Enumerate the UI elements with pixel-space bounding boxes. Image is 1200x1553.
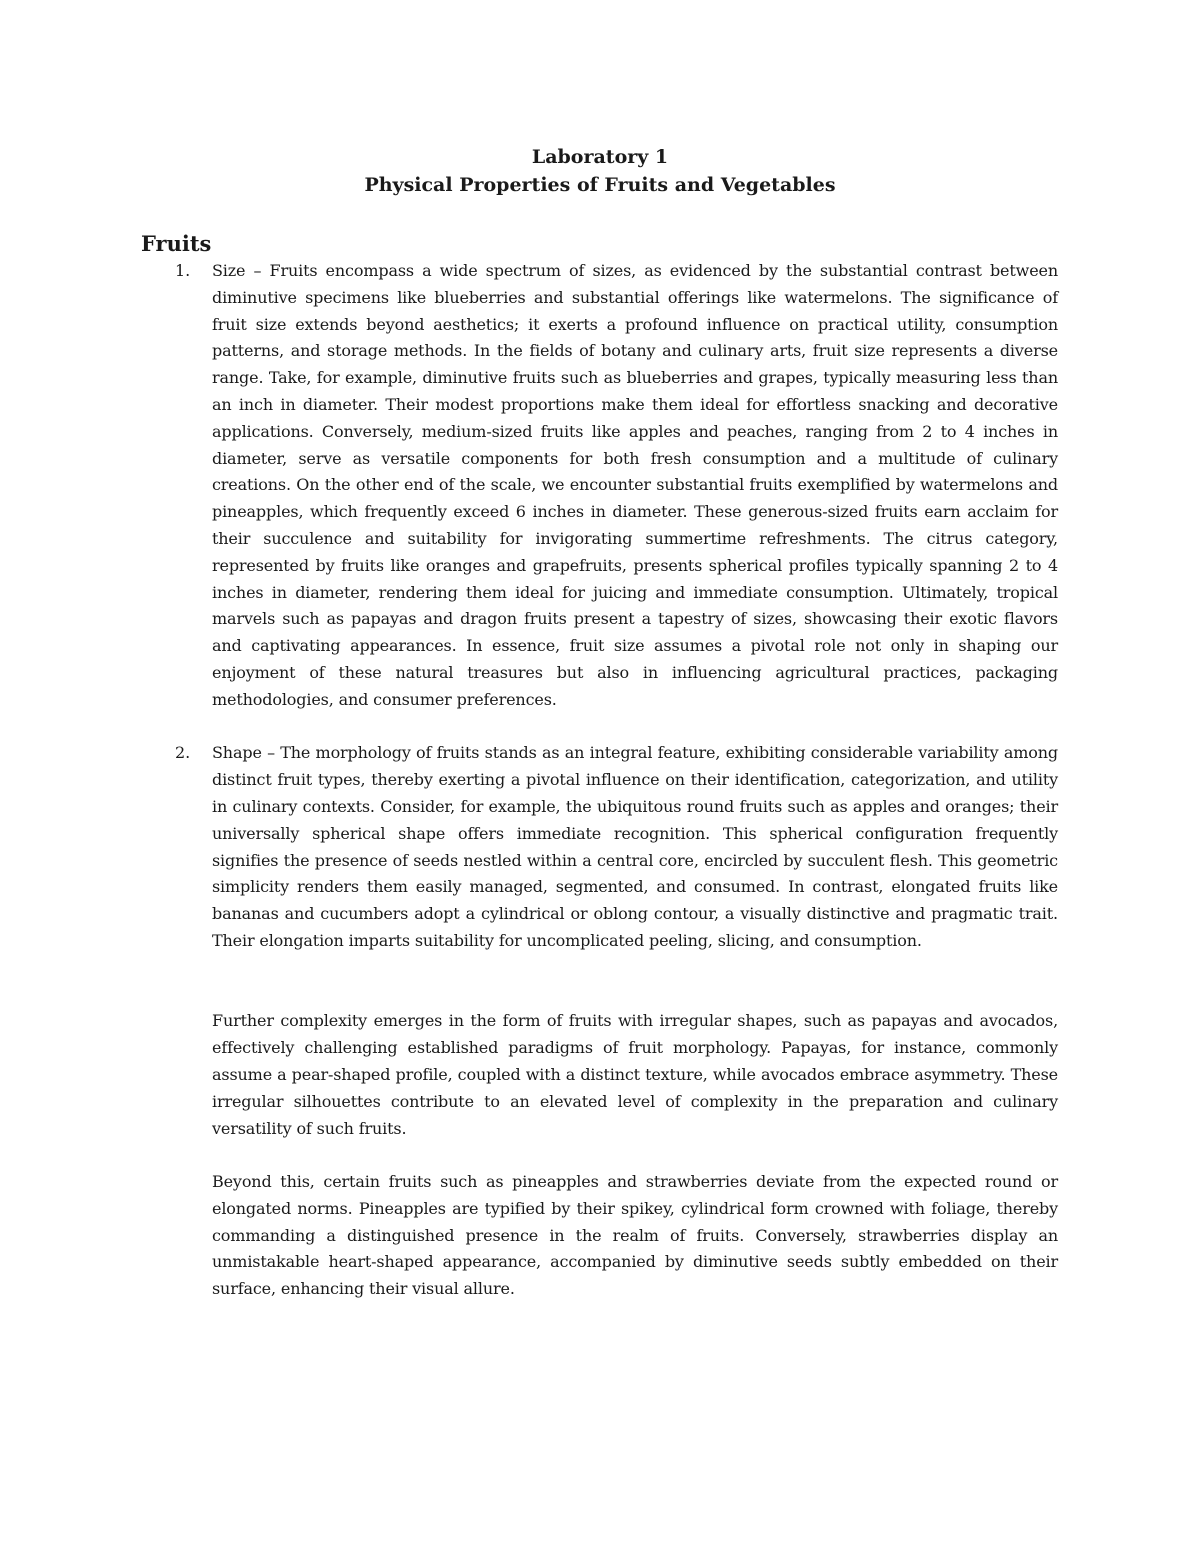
list-item-number: 2. [175, 743, 191, 763]
shape-paragraph: Shape – The morphology of fruits stands as an integral feature, exhibiting considerable variability among distinct fruit types, thereby exerting a pivotal influence on their identification, categorization, and utility in culinary contexts. Consider, for example, the ubiquitous round fruits such as apples and oranges; their universally spherical shape offers immediate recognition. This spherical configuration frequently signifies the presence of seeds nestled within a central core, encircled by succulent flesh. This geometric simplicity renders them easily managed, segmented, and consumed. In contrast, elongated fruits like bananas and cucumbers adopt a cylindrical or oblong contour, a visually distinctive and pragmatic trait. Their elongation imparts suitability for uncomplicated peeling, slicing, and consumption. [212, 743, 1058, 950]
title-block [0, 143, 1200, 199]
section-heading-fruits: Fruits [141, 231, 212, 256]
document-subtitle: Physical Properties of Fruits and Vegetables [364, 174, 836, 196]
list-item-shape [141, 740, 1058, 1303]
list-item-number: 1. [175, 261, 191, 280]
list-item-size [141, 258, 1058, 714]
document-title: Laboratory 1 [531, 146, 669, 168]
irregular-shapes-paragraph: Further complexity emerges in the form of fruits with irregular shapes, such as papayas and avocados, effectively challenging established paradigms of fruit morphology. Papayas, for instance, commonly assume a pear-shaped profile, coupled with a distinct texture, while avocados embrace asymmetry. These irregular silhouettes contribute to an elevated level of complexity in the preparation and culinary versatility of such fruits. [212, 1011, 1058, 1138]
fruit-properties-list [141, 258, 1058, 1303]
size-paragraph: Size – Fruits encompass a wide spectrum of sizes, as evidenced by the substantial contrast between diminutive specimens like blueberries and substantial offerings like watermelons. The significance of fruit size extends beyond aesthetics; it exerts a profound influence on practical utility, consumption patterns, and storage methods. In the fields of botany and culinary arts, fruit size represents a diverse range. Take, for example, diminutive fruits such as blueberries and grapes, typically measuring less than an inch in diameter. Their modest proportions make them ideal for effortless snacking and decorative applications. Conversely, medium-sized fruits like apples and peaches, ranging from 2 to 4 inches in diameter, serve as versatile components for both fresh consumption and a multitude of culinary creations. On the other end of the scale, we encounter substantial fruits exemplified by watermelons and pineapples, which frequently exceed 6 inches in diameter. These generous-sized fruits earn acclaim for their succulence and suitability for invigorating summertime refreshments. The citrus category, represented by fruits like oranges and grapefruits, presents spherical profiles typically spanning 2 to 4 inches in diameter, rendering them ideal for juicing and immediate consumption. Ultimately, tropical marvels such as papayas and dragon fruits present a tapestry of sizes, showcasing their exotic flavors and captivating appearances. In essence, fruit size assumes a pivotal role not only in shaping our enjoyment of these natural treasures but also in influencing agricultural practices, packaging methodologies, and consumer preferences. [212, 261, 1058, 709]
other-shapes-paragraph: Beyond this, certain fruits such as pineapples and strawberries deviate from the expected round or elongated norms. Pineapples are typified by their spikey, cylindrical form crowned with foliage, thereby commanding a distinguished presence in the realm of fruits. Conversely, strawberries display an unmistakable heart-shaped appearance, accompanied by diminutive seeds subtly embedded on their surface, enhancing their visual allure. [212, 1172, 1058, 1299]
